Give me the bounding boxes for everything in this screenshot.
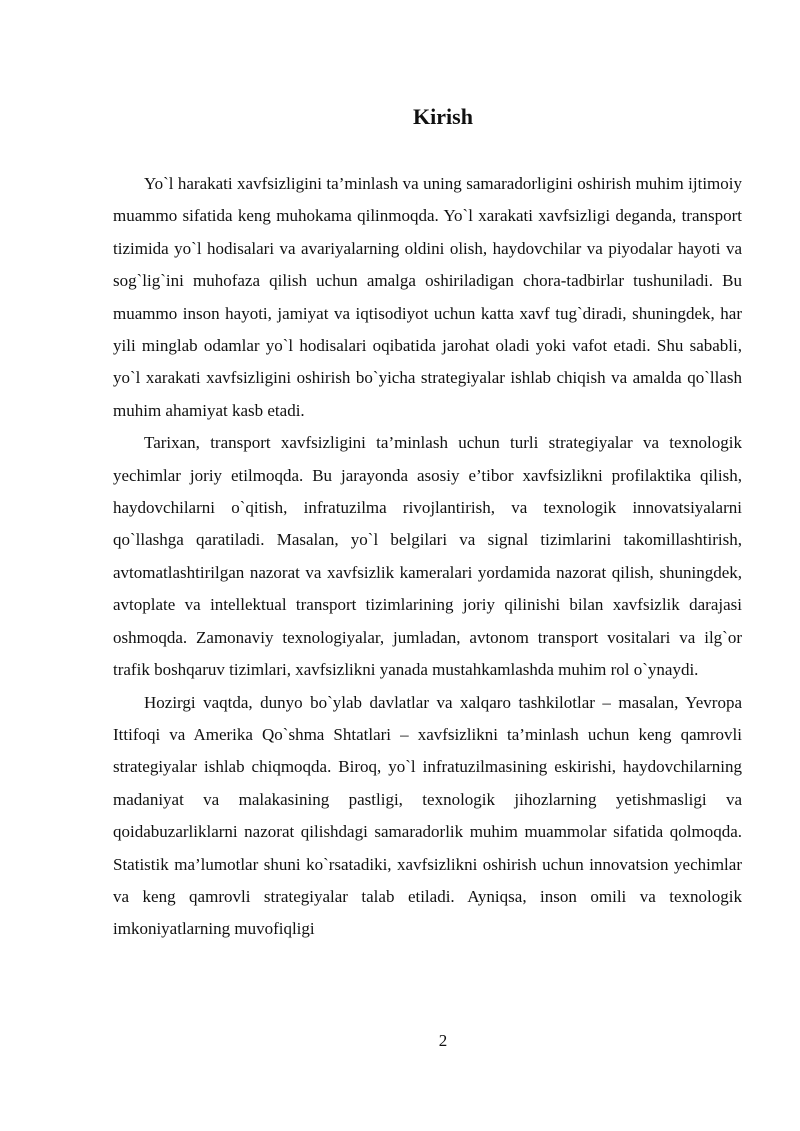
paragraph-3: Hozirgi vaqtda, dunyo bo`ylab davlatlar va xalqaro tashkilotlar – masalan, Yevropa Ittifoqi va Amerika Qo`shma Shtatlari – xavfsizlikni ta’minlash uchun keng qamrovli strategiyalar ishlab chiqmoqda. Biroq, yo`l infratuzilmasining eskirishi, haydovchilarning madaniyat va malakasining pastligi, texnologik jihozlarning yetishmasligi va qoidabuzarliklarni nazorat qilishdagi samaradorlik muhim muammolar sifatida qolmoqda. Statistik ma’lumotlar shuni ko`rsatadiki, xavfsizlikni oshirish uchun innovatsion yechimlar va keng qamrovli strategiyalar talab etiladi. Ayniqsa, inson omili va texnologik imkoniyatlarning muvofiqligi — [113, 692, 742, 939]
page-title: Kirish — [413, 104, 473, 129]
paragraph-2: Tarixan, transport xavfsizligini ta’minlash uchun turli strategiyalar va texnologik yechimlar joriy etilmoqda. Bu jarayonda asosiy e’tibor xavfsizlikni profilaktika qilish, haydovchilarni o`qitish, infratuzilma rivojlantirish, va texnologik innovatsiyalarni qo`llashga qaratiladi. Masalan, yo`l belgilari va signal tizimlarini takomillashtirish, avtomatlashtirilgan nazorat va xavfsizlik kameralari yordamida nazorat qilish, shuningdek, avtoplate va intellektual transport tizimlarining joriy qilinishi bilan xavfsizlik darajasi oshmoqda. Zamonaviy texnologiyalar, jumladan, avtonom transport vositalari va ilg`or trafik boshqaruv tizimlari, xavfsizlikni yanada mustahkamlashda muhim rol o`ynaydi. — [113, 433, 742, 680]
paragraph-1: Yo`l harakati xavfsizligini ta’minlash va uning samaradorligini oshirish muhim ijtimoiy muammo sifatida keng muhokama qilinmoqda. Yo`l xarakati xavfsizligi deganda, transport tizimida yo`l hodisalari va avariyalarning oldini olish, haydovchilar va piyodalar hayoti va sog`lig`ini muhofaza qilish uchun amalga oshiriladigan chora-tadbirlar tushuniladi. Bu muammo inson hayoti, jamiyat va iqtisodiyot uchun katta xavf tug`diradi, shuningdek, har yili minglab odamlar yo`l hodisalari oqibatida jarohat oladi yoki vafot etadi. Shu sababli, yo`l xarakati xavfsizligini oshirish bo`yicha strategiyalar ishlab chiqish va amalda qo`llash muhim ahamiyat kasb etadi. — [113, 174, 742, 420]
page-number: 2 — [438, 1031, 448, 1050]
document-body — [113, 168, 742, 946]
